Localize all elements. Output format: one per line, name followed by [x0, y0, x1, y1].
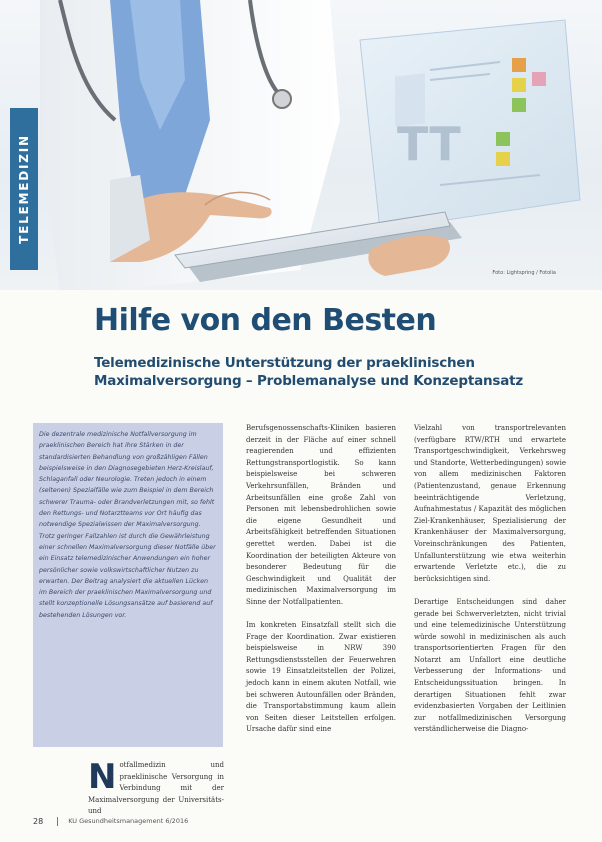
col1-paragraph [88, 757, 224, 818]
body-column-3 [414, 423, 566, 748]
photo-credit: Foto: Lightspring / Fotolia [492, 270, 556, 276]
abstract-box [33, 423, 223, 747]
hero-photo [0, 0, 602, 290]
drop-cap: N [88, 757, 117, 797]
hero-illustration [0, 0, 602, 290]
journal-name: KU Gesundheitsmanagement 6/2016 [68, 817, 189, 825]
page-footer [33, 815, 573, 827]
svg-text:TT: TT [397, 117, 461, 171]
col3-paragraph-2: Derartige Entscheidungen sind daher gerade bei Schwerverletzten, nicht trivial und eine telemedizinische Unterstützung würde sowohl in medizinischen als auch transportsorientierten Fragen für den Notarzt am Unfallort eine deutliche Verbesserung der Informations- und Entscheidungssituation bringen. In derartigen Situationen fehlt zwar evidenzbasierten Vorgaben der Leitlinien zur notfallmedizinischen Versorgung verständlicherweise die Diagno- [414, 597, 566, 734]
page-number: 28 [33, 816, 44, 826]
article-title: Hilfe von den Besten [94, 303, 437, 338]
col1-text: otfallmedizin und praeklinische Versorgung in Verbindung mit der Maximalversorgung der Universitäts- und [88, 761, 224, 816]
col2-paragraph-2: Im konkreten Einsatzfall stellt sich die Frage der Koordination. Zwar existieren beispielsweise in NRW 390 Rettungsdienstsstellen der Feuerwehren sowie 19 Einsatzleitstellen der Polizei, jedoch kann in einem akuten Notfall, wie bei schweren Autounfällen oder Bränden, die Transportabstimmung kaum allein von Seiten dieser Leitstellen erfolgen. Ursache dafür sind eine [246, 621, 396, 734]
abstract-text: Die dezentrale medizinische Notfallversorgung im praeklinischen Bereich hat ihre Stärken in der standardisierten Behandlung von großzähligen Fällen beispielsweise in den Diagnosegebieten Herz-Kreislauf, Schlaganfall oder Neurologie. Treten jedoch in einem (seltenen) Spezialfälle wie zum Beispiel in dem Bereich schwerer Trauma- oder Brandverletzungen mit, so fehlt den Rettungs- und Notarztteams vor Ort häufig das notwendige Spezialwissen der Maximalversorgung. Trotz geringer Fallzahlen ist durch die Gewährleistung einer schnellen Maximalversorgung dieser Notfälle über ein Einsatz telemedizinischer Anwendungen ein hoher persönlicher sowie volkswirtschaftlicher Nutzen zu erwarten. Der Beitrag analysiert die aktuellen Lücken im Bereich der praeklinischen Maximalversorgung und stellt konzeptionelle Lösungsansätze auf basierend auf bestehenden Lösungen vor. [39, 431, 216, 619]
col2-paragraph-1: Berufsgenossenschafts-Kliniken basieren derzeit in der Fläche auf einer schnell reagierenden und effizienten Rettungstransportlogistik. So kann beispielsweise bei schweren Verkehrsunfällen, Bränden und Arbeitsunfällen eine große Zahl von Personen mit lebensbedrohlichen sowie die eigene Gesundheit und Arbeitsfähigkeit betreffenden Situationen gerettet werden. Dabei ist die Koordination der beteiligten Akteure von besonderer Bedeutung für die Geschwindigkeit und Qualität der medizinischen Maximalversorgung im Sinne der Notfallpatienten. [246, 424, 396, 606]
section-tab-label: TELEMEDIZIN [17, 134, 31, 244]
section-tab [10, 108, 38, 270]
footer-divider [57, 817, 58, 826]
col3-paragraph-1: Vielzahl von transportrelevanten (verfügbare RTW/RTH und erwartete Transportgeschwindigkeit, Verkehrsweg und Standorte, Wetterbedingungen) sowie von allem medizinischen Faktoren (Patientenzustand, genaue Erkennung beeinträchtigende Verletzung, Aufnahmestatus / Kapazität des möglichen Ziel-Krankenhäuser, Spezialisierung der Krankenhäuser der Maximalversorgung, Voreinschränkungen des Patienten, Unfallunterstützung wie etwa weiterhin erwartende Verletzte etc.), die zu berücksichtigen sind. [414, 424, 566, 583]
article-subtitle: Telemedizinische Unterstützung der praeklinischen Maximalversorgung – Problemanalyse und Konzeptansatz [94, 355, 524, 389]
body-column-2 [246, 423, 396, 748]
